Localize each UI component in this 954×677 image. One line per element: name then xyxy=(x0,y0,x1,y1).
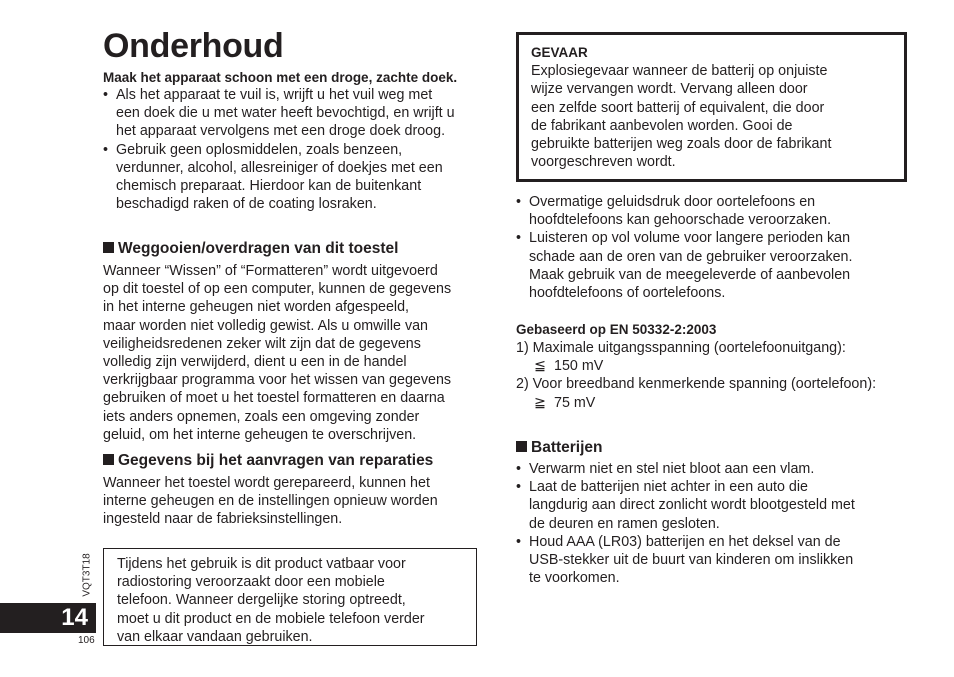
sub-page-number: 106 xyxy=(78,635,95,646)
disposal-paragraph: Wanneer “Wissen” of “Formatteren” wordt uitgevoerd op dit toestel of op een computer, kunnen de gegevens in het interne geheugen niet worden afgespeeld, maar worden niet volledig gewist. Als u omwille van veiligheidsredenen zeker wilt zijn dat de gegevens volledig zijn verwijderd, dient u een in de handel verkrijgbaar programma voor het wissen van gegevens gebruiken of moet u het toestel formatteren en daarna iets anders opnemen, zoals een omgeving zonder geluid, om het interne geheugen te overschrijven. xyxy=(103,263,452,443)
cleaning-instruction: Maak het apparaat schoon met een droge, zachte doek. xyxy=(103,70,458,85)
standard-heading: Gebaseerd op EN 50332-2:2003 xyxy=(516,322,717,337)
battery-bullets xyxy=(516,460,911,587)
cleaning-bullets xyxy=(103,86,498,213)
danger-title: GEVAAR xyxy=(531,45,588,60)
list-item: • Gebruik geen oplosmiddelen, zoals benzeen, verdunner, alcohol, allesreiniger of doekjes met een chemisch preparaat. Hierdoor kan de buitenkant beschadigd raken of de coating losraken. xyxy=(103,141,498,214)
square-bullet-icon xyxy=(103,242,114,253)
list-item: • Als het apparaat te vuil is, wrijft u het vuil weg met een doek die u met water heeft bevochtigd, en wrijft u het apparaat vervolgens met een droge doek droog. xyxy=(103,86,498,141)
less-equal-symbol: ≦ xyxy=(534,358,546,375)
list-item: • Overmatige geluidsdruk door oortelefoons en hoofdtelefoons kan gehoorschade veroorzaken. xyxy=(516,193,911,229)
danger-warning-box: GEVAAR Explosiegevaar wanneer de batterij op onjuiste wijze vervangen wordt. Vervang alleen door een zelfde soort batterij of equivalent, die door de fabrikant aanbevolen worden. Gooi de gebruikte batterijen weg zoals door de fabrikant voorgeschreven wordt. xyxy=(516,32,907,182)
page-number-bar xyxy=(0,603,96,633)
hearing-warning-bullets xyxy=(516,193,911,302)
standard-specs: 1) Maximale uitgangsspanning (oortelefoonuitgang): ≦ 150 mV 2) Voor breedband kenmerkende spanning (oortelefoon): ≧ 75 mV xyxy=(516,340,877,411)
section-heading-disposal: Weggooien/overdragen van dit toestel xyxy=(103,239,398,258)
list-item: • Luisteren op vol volume voor langere perioden kan schade aan de oren van de gebruiker veroorzaken. Maak gebruik van de meegeleverde of aanbevolen hoofdtelefoons of oortelefoons. xyxy=(516,229,911,302)
repairs-paragraph: Wanneer het toestel wordt gerepareerd, kunnen het interne geheugen en de instellingen opnieuw worden ingesteld naar de fabrieksinstellingen. xyxy=(103,475,438,528)
section-heading-repairs: Gegevens bij het aanvragen van reparaties xyxy=(103,451,433,470)
square-bullet-icon xyxy=(516,441,527,452)
section-heading-batteries: Batterijen xyxy=(516,438,603,457)
list-item: • Laat de batterijen niet achter in een auto die langdurig aan direct zonlicht wordt blootgesteld met de deuren en ramen gesloten. xyxy=(516,478,911,533)
page-title: Onderhoud xyxy=(103,27,284,65)
radio-interference-notice: Tijdens het gebruik is dit product vatbaar voor radiostoring veroorzaakt door een mobiele telefoon. Wanneer dergelijke storing optreedt, moet u dit product en de mobiele telefoon verder van elkaar vandaan gebruiken. xyxy=(103,548,477,646)
document-code: VQT3T18 xyxy=(81,553,93,597)
greater-equal-symbol: ≧ xyxy=(534,394,546,411)
square-bullet-icon xyxy=(103,454,114,465)
page-number: 14 xyxy=(61,604,88,631)
list-item: • Houd AAA (LR03) batterijen en het deksel van de USB-stekker uit de buurt van kinderen om inslikken te voorkomen. xyxy=(516,533,911,588)
list-item: • Verwarm niet en stel niet bloot aan een vlam. xyxy=(516,460,911,478)
